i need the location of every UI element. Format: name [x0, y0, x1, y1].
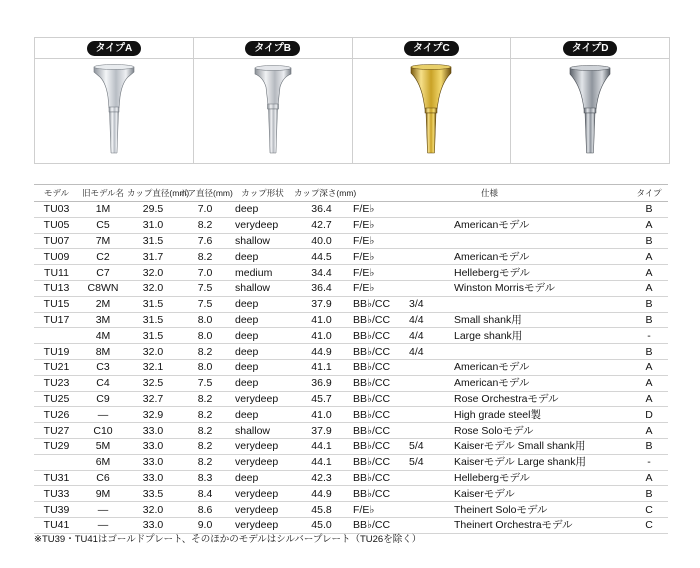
cell-old-model: —: [79, 517, 127, 533]
cell-cup-shape: deep: [231, 296, 294, 312]
cell-spec-tuning: BB♭/CC: [349, 344, 409, 360]
cell-spec-size: 4/4: [409, 312, 454, 328]
cell-type: B: [630, 486, 668, 502]
cell-cup-shape: deep: [231, 328, 294, 344]
cell-cup-depth: 37.9: [294, 423, 349, 439]
cell-type: B: [630, 296, 668, 312]
cell-model: [34, 328, 79, 344]
cell-model: TU11: [34, 265, 79, 281]
cell-spec-note: [454, 233, 630, 249]
cell-type: D: [630, 407, 668, 423]
cell-bore-diameter: 8.2: [179, 407, 231, 423]
cell-spec-size: [409, 233, 454, 249]
cell-cup-shape: verydeep: [231, 486, 294, 502]
cell-cup-shape: verydeep: [231, 391, 294, 407]
cell-cup-depth: 41.0: [294, 328, 349, 344]
cell-model: [34, 454, 79, 470]
cell-cup-depth: 42.7: [294, 217, 349, 233]
cell-type: A: [630, 375, 668, 391]
cell-model: TU15: [34, 296, 79, 312]
cell-spec-note: Winston Morrisモデル: [454, 280, 630, 296]
cell-model: TU33: [34, 486, 79, 502]
cell-spec-tuning: BB♭/CC: [349, 328, 409, 344]
table-row: [34, 454, 668, 470]
cell-spec-size: [409, 249, 454, 265]
table-row: [34, 391, 668, 407]
cell-bore-diameter: 8.2: [179, 344, 231, 360]
cell-spec-tuning: BB♭/CC: [349, 454, 409, 470]
cell-bore-diameter: 7.6: [179, 233, 231, 249]
cell-cup-diameter: 32.7: [127, 391, 179, 407]
type-c-cell: [353, 38, 512, 163]
table-row: [34, 470, 668, 486]
cell-cup-diameter: 29.5: [127, 202, 179, 218]
cell-bore-diameter: 8.6: [179, 502, 231, 518]
cell-cup-diameter: 33.0: [127, 454, 179, 470]
cell-spec-tuning: F/E♭: [349, 202, 409, 218]
header-spec: 仕様: [349, 185, 630, 202]
cell-spec-note: Americanモデル: [454, 217, 630, 233]
cell-spec-size: 5/4: [409, 438, 454, 454]
cell-model: TU39: [34, 502, 79, 518]
cell-cup-depth: 41.0: [294, 407, 349, 423]
cell-type: A: [630, 265, 668, 281]
cell-spec-note: Rose Orchestraモデル: [454, 391, 630, 407]
cell-spec-size: [409, 202, 454, 218]
cell-model: TU13: [34, 280, 79, 296]
cell-spec-tuning: F/E♭: [349, 502, 409, 518]
cell-spec-tuning: F/E♭: [349, 233, 409, 249]
cell-spec-size: [409, 265, 454, 281]
type-d-label: タイプD: [563, 41, 618, 56]
cell-cup-diameter: 31.0: [127, 217, 179, 233]
cell-spec-tuning: BB♭/CC: [349, 375, 409, 391]
cell-bore-diameter: 8.0: [179, 359, 231, 375]
table-row: [34, 486, 668, 502]
cell-type: B: [630, 344, 668, 360]
cell-old-model: C7: [79, 265, 127, 281]
header-bore-diameter: ボア直径(mm): [179, 185, 231, 202]
cell-bore-diameter: 8.3: [179, 470, 231, 486]
cell-spec-size: [409, 407, 454, 423]
type-b-label: タイプB: [245, 41, 300, 56]
cell-spec-note: [454, 296, 630, 312]
cell-cup-diameter: 32.0: [127, 265, 179, 281]
cell-cup-depth: 36.4: [294, 280, 349, 296]
cell-model: TU07: [34, 233, 79, 249]
cell-spec-tuning: F/E♭: [349, 217, 409, 233]
cell-spec-size: 3/4: [409, 296, 454, 312]
cell-old-model: C4: [79, 375, 127, 391]
cell-spec-note: Hellebergモデル: [454, 265, 630, 281]
cell-type: A: [630, 249, 668, 265]
cell-cup-shape: verydeep: [231, 438, 294, 454]
cell-old-model: 9M: [79, 486, 127, 502]
cell-type: -: [630, 454, 668, 470]
table-row: [34, 249, 668, 265]
cell-spec-note: Hellebergモデル: [454, 470, 630, 486]
type-a-label: タイプA: [87, 41, 142, 56]
cell-model: TU19: [34, 344, 79, 360]
cell-cup-depth: 45.8: [294, 502, 349, 518]
cell-cup-depth: 45.0: [294, 517, 349, 533]
cell-spec-tuning: F/E♭: [349, 265, 409, 281]
cell-cup-diameter: 32.9: [127, 407, 179, 423]
cell-cup-diameter: 32.0: [127, 502, 179, 518]
cell-cup-shape: verydeep: [231, 502, 294, 518]
cell-old-model: C3: [79, 359, 127, 375]
cell-cup-shape: medium: [231, 265, 294, 281]
cell-cup-depth: 45.7: [294, 391, 349, 407]
cell-type: C: [630, 517, 668, 533]
table-row: [34, 502, 668, 518]
cell-spec-tuning: BB♭/CC: [349, 486, 409, 502]
cell-bore-diameter: 8.2: [179, 438, 231, 454]
header-old-model: 旧モデル名: [79, 185, 127, 202]
cell-cup-depth: 41.0: [294, 312, 349, 328]
cell-cup-diameter: 31.5: [127, 296, 179, 312]
cell-cup-depth: 36.9: [294, 375, 349, 391]
cell-old-model: —: [79, 502, 127, 518]
cell-cup-diameter: 31.5: [127, 312, 179, 328]
mouthpiece-type-panel: [34, 37, 670, 164]
cell-cup-shape: deep: [231, 202, 294, 218]
cell-model: TU09: [34, 249, 79, 265]
table-row: [34, 217, 668, 233]
cell-cup-shape: verydeep: [231, 517, 294, 533]
cell-spec-tuning: BB♭/CC: [349, 312, 409, 328]
cell-type: A: [630, 423, 668, 439]
cell-model: TU41: [34, 517, 79, 533]
cell-cup-shape: shallow: [231, 423, 294, 439]
mouthpiece-image-type-d: [511, 60, 669, 161]
cell-spec-tuning: F/E♭: [349, 280, 409, 296]
table-header-row: [34, 185, 668, 202]
cell-type: -: [630, 328, 668, 344]
cell-bore-diameter: 8.2: [179, 249, 231, 265]
table-row: [34, 328, 668, 344]
table-row: [34, 375, 668, 391]
cell-spec-size: [409, 502, 454, 518]
header-cup-depth: カップ深さ(mm): [294, 185, 349, 202]
cell-cup-depth: 36.4: [294, 202, 349, 218]
cell-spec-size: 5/4: [409, 454, 454, 470]
cell-spec-note: Kaiserモデル Small shank用: [454, 438, 630, 454]
cell-model: TU21: [34, 359, 79, 375]
cell-type: B: [630, 202, 668, 218]
cell-old-model: 3M: [79, 312, 127, 328]
table-row: [34, 359, 668, 375]
cell-spec-size: [409, 470, 454, 486]
cell-cup-diameter: 33.0: [127, 438, 179, 454]
cell-bore-diameter: 8.2: [179, 217, 231, 233]
cell-cup-diameter: 33.5: [127, 486, 179, 502]
cell-spec-note: [454, 202, 630, 218]
cell-cup-shape: deep: [231, 407, 294, 423]
cell-spec-tuning: BB♭/CC: [349, 296, 409, 312]
header-cup-shape: カップ形状: [231, 185, 294, 202]
cell-spec-note: Theinert Orchestraモデル: [454, 517, 630, 533]
cell-spec-tuning: BB♭/CC: [349, 470, 409, 486]
cell-spec-size: [409, 486, 454, 502]
cell-type: B: [630, 312, 668, 328]
cell-spec-size: [409, 391, 454, 407]
cell-spec-note: Americanモデル: [454, 249, 630, 265]
cell-cup-depth: 37.9: [294, 296, 349, 312]
cell-bore-diameter: 7.5: [179, 375, 231, 391]
type-b-cell: [194, 38, 353, 163]
cell-cup-shape: deep: [231, 344, 294, 360]
cell-cup-depth: 41.1: [294, 359, 349, 375]
cell-cup-shape: shallow: [231, 280, 294, 296]
table-row: [34, 312, 668, 328]
cell-bore-diameter: 7.5: [179, 296, 231, 312]
cell-cup-diameter: 32.0: [127, 280, 179, 296]
cell-spec-tuning: BB♭/CC: [349, 391, 409, 407]
cell-bore-diameter: 7.5: [179, 280, 231, 296]
type-a-cell: [35, 38, 194, 163]
cell-old-model: 6M: [79, 454, 127, 470]
cell-type: A: [630, 280, 668, 296]
cell-bore-diameter: 8.4: [179, 486, 231, 502]
cell-type: B: [630, 233, 668, 249]
cell-type: C: [630, 502, 668, 518]
cell-cup-diameter: 33.0: [127, 423, 179, 439]
cell-spec-note: Americanモデル: [454, 359, 630, 375]
cell-spec-size: [409, 359, 454, 375]
table-row: [34, 280, 668, 296]
cell-type: A: [630, 217, 668, 233]
cell-spec-size: [409, 423, 454, 439]
type-d-cell: [511, 38, 669, 163]
cell-old-model: —: [79, 407, 127, 423]
cell-spec-size: [409, 375, 454, 391]
table-row: [34, 438, 668, 454]
cell-spec-tuning: BB♭/CC: [349, 438, 409, 454]
table-row: [34, 296, 668, 312]
cell-old-model: 4M: [79, 328, 127, 344]
table-row: [34, 233, 668, 249]
cell-old-model: 2M: [79, 296, 127, 312]
cell-cup-depth: 34.4: [294, 265, 349, 281]
cell-model: TU26: [34, 407, 79, 423]
cell-cup-shape: shallow: [231, 233, 294, 249]
cell-spec-tuning: BB♭/CC: [349, 359, 409, 375]
cell-spec-note: Small shank用: [454, 312, 630, 328]
cell-cup-diameter: 31.7: [127, 249, 179, 265]
cell-spec-tuning: BB♭/CC: [349, 407, 409, 423]
cell-spec-note: Rose Soloモデル: [454, 423, 630, 439]
cell-cup-shape: deep: [231, 249, 294, 265]
cell-old-model: 7M: [79, 233, 127, 249]
cell-spec-note: Large shank用: [454, 328, 630, 344]
cell-spec-size: [409, 217, 454, 233]
cell-old-model: C6: [79, 470, 127, 486]
footnote: ※TU39・TU41はゴールドプレート、そのほかのモデルはシルバープレート（TU26を除く）: [34, 534, 422, 545]
cell-spec-note: Kaiserモデル Large shank用: [454, 454, 630, 470]
cell-cup-depth: 44.9: [294, 344, 349, 360]
table-row: [34, 344, 668, 360]
cell-cup-diameter: 31.5: [127, 328, 179, 344]
cell-bore-diameter: 8.0: [179, 312, 231, 328]
cell-bore-diameter: 8.2: [179, 454, 231, 470]
cell-model: TU27: [34, 423, 79, 439]
cell-cup-diameter: 32.5: [127, 375, 179, 391]
header-type: タイプ: [630, 185, 668, 202]
cell-old-model: 5M: [79, 438, 127, 454]
mouthpiece-image-type-b: [194, 60, 352, 161]
mouthpiece-image-type-a: [35, 60, 193, 161]
cell-bore-diameter: 8.2: [179, 391, 231, 407]
cell-old-model: 8M: [79, 344, 127, 360]
cell-bore-diameter: 8.0: [179, 328, 231, 344]
cell-cup-shape: deep: [231, 359, 294, 375]
cell-old-model: C10: [79, 423, 127, 439]
cell-cup-shape: deep: [231, 470, 294, 486]
cell-type: A: [630, 359, 668, 375]
cell-cup-diameter: 32.0: [127, 344, 179, 360]
cell-cup-shape: verydeep: [231, 217, 294, 233]
cell-model: TU05: [34, 217, 79, 233]
cell-cup-depth: 44.9: [294, 486, 349, 502]
cell-type: A: [630, 470, 668, 486]
table-row: [34, 265, 668, 281]
cell-cup-depth: 44.1: [294, 454, 349, 470]
table-body: [34, 202, 668, 534]
cell-cup-diameter: 33.0: [127, 470, 179, 486]
spec-table: [34, 184, 668, 534]
cell-cup-shape: verydeep: [231, 454, 294, 470]
cell-spec-note: High grade steel製: [454, 407, 630, 423]
cell-bore-diameter: 7.0: [179, 202, 231, 218]
cell-type: B: [630, 438, 668, 454]
cell-bore-diameter: 9.0: [179, 517, 231, 533]
cell-old-model: 1M: [79, 202, 127, 218]
cell-cup-diameter: 33.0: [127, 517, 179, 533]
type-c-label: タイプC: [404, 41, 459, 56]
cell-spec-tuning: BB♭/CC: [349, 517, 409, 533]
cell-cup-depth: 42.3: [294, 470, 349, 486]
cell-spec-size: 4/4: [409, 344, 454, 360]
cell-spec-note: Theinert Soloモデル: [454, 502, 630, 518]
cell-spec-note: Kaiserモデル: [454, 486, 630, 502]
cell-model: TU23: [34, 375, 79, 391]
cell-old-model: C8WN: [79, 280, 127, 296]
cell-cup-diameter: 31.5: [127, 233, 179, 249]
cell-model: TU29: [34, 438, 79, 454]
cell-spec-size: [409, 280, 454, 296]
cell-spec-note: Americanモデル: [454, 375, 630, 391]
cell-spec-size: 4/4: [409, 328, 454, 344]
cell-model: TU17: [34, 312, 79, 328]
cell-type: A: [630, 391, 668, 407]
cell-cup-depth: 44.5: [294, 249, 349, 265]
cell-cup-diameter: 32.1: [127, 359, 179, 375]
cell-model: TU25: [34, 391, 79, 407]
cell-old-model: C9: [79, 391, 127, 407]
header-cup-diameter: カップ直径(mm): [127, 185, 179, 202]
table-row: [34, 423, 668, 439]
cell-bore-diameter: 7.0: [179, 265, 231, 281]
cell-spec-note: [454, 344, 630, 360]
cell-old-model: C2: [79, 249, 127, 265]
cell-cup-shape: deep: [231, 312, 294, 328]
cell-bore-diameter: 8.2: [179, 423, 231, 439]
cell-spec-tuning: F/E♭: [349, 249, 409, 265]
table-row: [34, 407, 668, 423]
cell-cup-shape: deep: [231, 375, 294, 391]
cell-cup-depth: 40.0: [294, 233, 349, 249]
cell-old-model: C5: [79, 217, 127, 233]
table-row: [34, 202, 668, 218]
cell-model: TU03: [34, 202, 79, 218]
cell-spec-tuning: BB♭/CC: [349, 423, 409, 439]
cell-cup-depth: 44.1: [294, 438, 349, 454]
mouthpiece-image-type-c: [353, 60, 511, 161]
cell-model: TU31: [34, 470, 79, 486]
header-model: モデル: [34, 185, 79, 202]
